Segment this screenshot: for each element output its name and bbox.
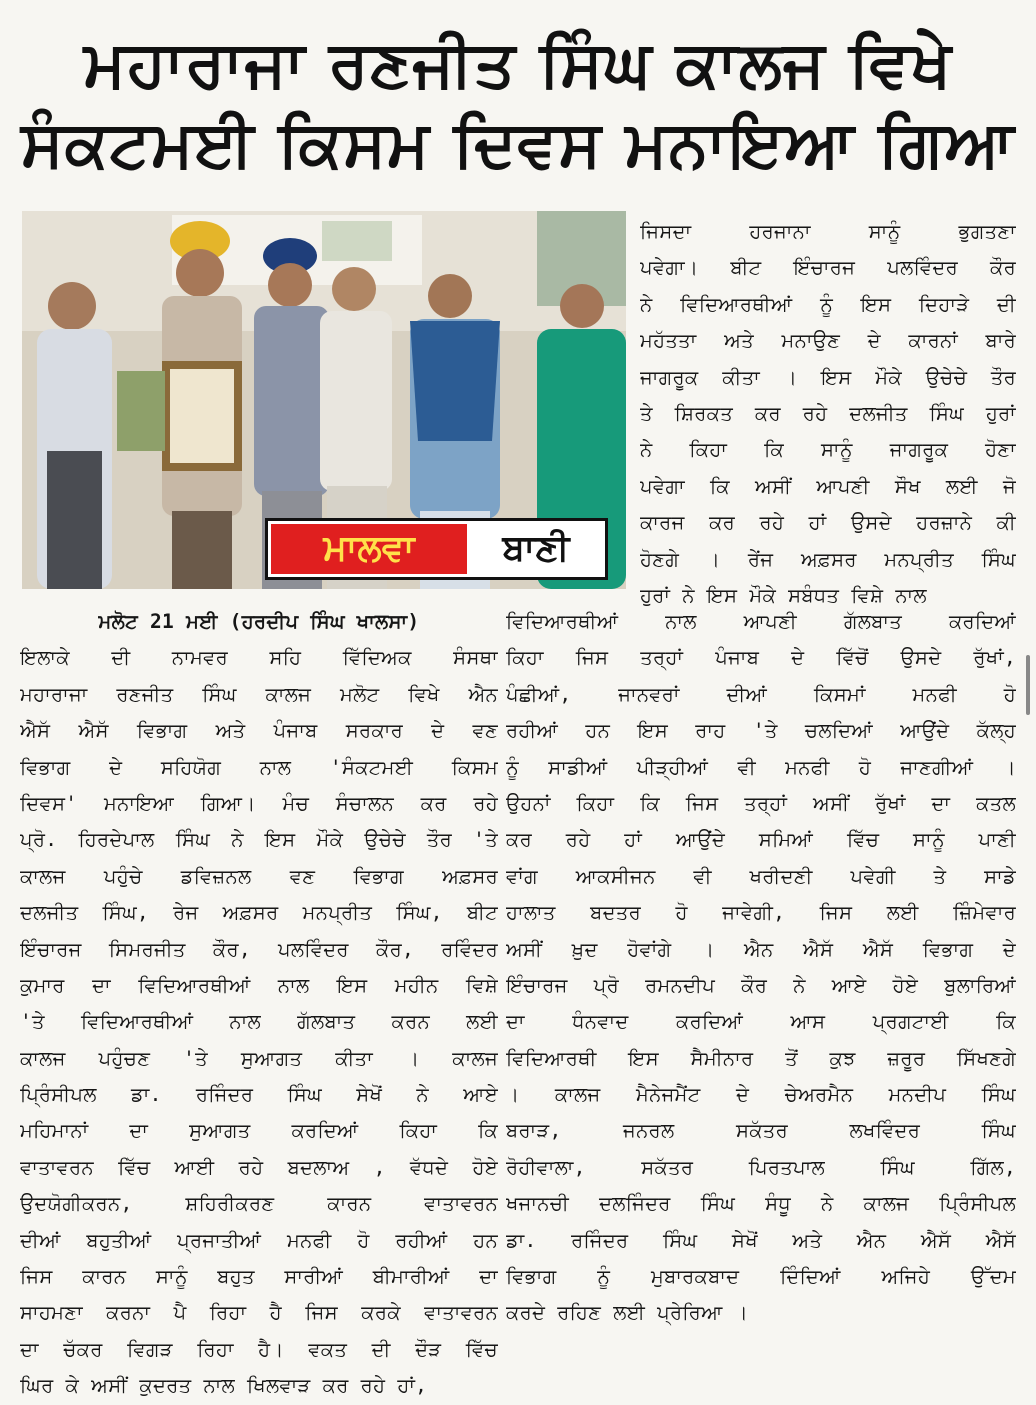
article-text-line: ਹੁਰਾਂ ਨੇ ਇਸ ਮੌਕੇ ਸਬੰਧਤ ਵਿਸ਼ੇ ਨਾਲ <box>640 583 927 607</box>
article-text-line: ਜਾਗਰੂਕ ਕੀਤਾ । ਇਸ ਮੌਕੇ ਉਚੇਚੇ ਤੌਰ <box>640 365 1016 389</box>
article-text-line: । ਕਾਲਜ ਮੈਨੇਜਮੈਂਟ ਦੇ ਚੇਅਰਮੈਨ ਮਨਦੀਪ ਸਿੰਘ <box>506 1083 1016 1107</box>
article-text-line: ਹੋਣਗੇ । ਰੇਂਜ ਅਫ਼ਸਰ ਮਨਪ੍ਰੀਤ ਸਿੰਘ <box>640 547 1016 571</box>
article-text-line: ਜਿਸਦਾ ਹਰਜਾਨਾ ਸਾਨੂੰ ਭੁਗਤਣਾ <box>640 220 1016 243</box>
headline-line-1: ਮਹਾਰਾਜਾ ਰਣਜੀਤ ਸਿੰਘ ਕਾਲਜ ਵਿਖੇ <box>83 28 953 102</box>
article-text-line: ਪੰਛੀਆਂ, ਜਾਨਵਰਾਂ ਦੀਆਂ ਕਿਸਮਾਂ ਮਨਫੀ ਹੋ <box>506 682 1016 706</box>
article-text-line: ਨੇ ਕਿਹਾ ਕਿ ਸਾਨੂੰ ਜਾਗਰੂਕ ਹੋਣਾ <box>640 438 1016 462</box>
article-text-line: ਦਿਵਸ' ਮਨਾਇਆ ਗਿਆ। ਮੰਚ ਸੰਚਾਲਨ ਕਰ ਰਹੇ <box>20 791 498 815</box>
article-text-line: ਹਾਲਾਤ ਬਦਤਰ ਹੋ ਜਾਵੇਗੀ, ਜਿਸ ਲਈ ਜ਼ਿੰਮੇਵਾਰ <box>506 901 1016 925</box>
article-text-line: ਕਰਦੇ ਰਹਿਣ ਲਈ ਪ੍ਰੇਰਿਆ । <box>506 1301 749 1325</box>
article-text-line: ਘਿਰ ਕੇ ਅਸੀਂ ਕੁਦਰਤ ਨਾਲ ਖਿਲਵਾੜ ਕਰ ਰਹੇ ਹਾਂ, <box>20 1374 428 1398</box>
article-text-line: ਇਲਾਕੇ ਦੀ ਨਾਮਵਰ ਸਹਿ ਵਿੱਦਿਅਕ ਸੰਸਥਾ <box>20 646 498 670</box>
article-text-line: ਤੇ ਸ਼ਿਰਕਤ ਕਰ ਰਹੇ ਦਲਜੀਤ ਸਿੰਘ ਹੁਰਾਂ <box>640 401 1016 425</box>
article-text-line: ਵਾਂਗ ਆਕਸੀਜਨ ਵੀ ਖਰੀਦਣੀ ਪਵੇਗੀ ਤੇ ਸਾਡੇ <box>506 864 1016 888</box>
article-text-line: ਪ੍ਰਿੰਸੀਪਲ ਡਾ. ਰਜਿੰਦਰ ਸਿੰਘ ਸੇਖੋਂ ਨੇ ਆਏ <box>20 1083 498 1107</box>
article-text-line: ਰੋਹੀਵਾਲਾ, ਸਕੱਤਰ ਪਿਰਤਪਾਲ ਸਿੰਘ ਗਿੱਲ, <box>506 1155 1016 1179</box>
article-text-line: ਵਿਭਾਗ ਨੂੰ ਮੁਬਾਰਕਬਾਦ ਦਿੰਦਿਆਂ ਅਜਿਹੇ ਉੱਦਮ <box>506 1265 1016 1289</box>
article-text-line: ਕਾਲਜ ਪਹੁੰਚਣ 'ਤੇ ਸੁਆਗਤ ਕੀਤਾ । ਕਾਲਜ <box>20 1046 498 1070</box>
article-text-line: ਕਾਰਜ ਕਰ ਰਹੇ ਹਾਂ ਉਸਦੇ ਹਰਜ਼ਾਨੇ ਕੀ <box>640 511 1016 535</box>
article-text-line: ਵਿਭਾਗ ਦੇ ਸਹਿਯੋਗ ਨਾਲ 'ਸੰਕਟਮਈ ਕਿਸਮ <box>20 755 498 779</box>
article-text-line: ਐਸੱ ਐਸੱ ਵਿਭਾਗ ਅਤੇ ਪੰਜਾਬ ਸਰਕਾਰ ਦੇ ਵਣ <box>20 719 498 743</box>
article-text-line: ਬਰਾੜ, ਜਨਰਲ ਸਕੱਤਰ ਲਖਵਿੰਦਰ ਸਿੰਘ <box>506 1119 1016 1143</box>
article-column-right-top <box>640 214 1016 614</box>
article-text-line: ਖਜਾਨਚੀ ਦਲਜਿੰਦਰ ਸਿੰਘ ਸੰਧੂ ਨੇ ਕਾਲਜ ਪ੍ਰਿੰਸੀਪਲ <box>506 1192 1016 1216</box>
article-text-line: ਜਿਸ ਕਾਰਨ ਸਾਨੂੰ ਬਹੁਤ ਸਾਰੀਆਂ ਬੀਮਾਰੀਆਂ ਦਾ <box>20 1265 498 1289</box>
scrollbar-thumb[interactable] <box>1026 655 1030 715</box>
article-text-line: ਉਹਨਾਂ ਕਿਹਾ ਕਿ ਜਿਸ ਤਰ੍ਹਾਂ ਅਸੀਂ ਰੁੱਖਾਂ ਦਾ ਕਤਲ <box>506 791 1016 815</box>
article-text-line: ਕਿਹਾ ਜਿਸ ਤਰ੍ਹਾਂ ਪੰਜਾਬ ਦੇ ਵਿੱਚੋਂ ਉਸਦੇ ਰੁੱਖਾਂ, <box>506 646 1016 670</box>
article-text-line: ਦਾ ਧੰਨਵਾਦ ਕਰਦਿਆਂ ਆਸ ਪ੍ਰਗਟਾਈ ਕਿ <box>506 1010 1016 1034</box>
article-text-line: ਵਿਦਿਆਰਥੀਆਂ ਨਾਲ ਆਪਣੀ ਗੱਲਬਾਤ ਕਰਦਿਆਂ <box>506 610 1016 633</box>
article-text-line: ਇੰਚਾਰਜ ਪ੍ਰੋ ਰਮਨਦੀਪ ਕੌਰ ਨੇ ਆਏ ਹੋਏ ਬੁਲਾਰਿਆਂ <box>506 973 1016 997</box>
article-text-line: ਵਿਦਿਆਰਥੀ ਇਸ ਸੈਮੀਨਾਰ ਤੋਂ ਕੁਝ ਜ਼ਰੂਰ ਸਿੱਖਣਗੇ <box>506 1046 1016 1070</box>
article-text-line: ਪਵੇਗਾ ਕਿ ਅਸੀਂ ਆਪਣੀ ਸੌਖ ਲਈ ਜੋ <box>640 474 1016 498</box>
article-text-line: ਨੂੰ ਸਾਡੀਆਂ ਪੀੜ੍ਹੀਆਂ ਵੀ ਮਨਫੀ ਹੋ ਜਾਣਗੀਆਂ । <box>506 755 1016 779</box>
newspaper-brand-logo <box>265 518 608 580</box>
article-text-line: ਪਵੇਗਾ। ਬੀਟ ਇੰਚਾਰਜ ਪਲਵਿੰਦਰ ਕੌਰ <box>640 256 1016 280</box>
article-text-line: ਡਾ. ਰਜਿੰਦਰ ਸਿੰਘ ਸੇਖੋਂ ਅਤੇ ਐਨ ਐਸੱ ਐਸੱ <box>506 1228 1016 1252</box>
article-text-line: ਪ੍ਰੋ. ਹਿਰਦੇਪਾਲ ਸਿੰਘ ਨੇ ਇਸ ਮੌਕੇ ਉਚੇਚੇ ਤੌਰ 'ਤੇ <box>20 828 498 852</box>
article-text-line: ਇੰਚਾਰਜ ਸਿਮਰਜੀਤ ਕੌਰ, ਪਲਵਿੰਦਰ ਕੌਰ, ਰਵਿੰਦਰ <box>20 937 498 961</box>
article-column-left <box>20 604 498 1405</box>
article-text-line: ਉਦਯੋਗੀਕਰਨ, ਸ਼ਹਿਰੀਕਰਣ ਕਾਰਨ ਵਾਤਾਵਰਨ <box>20 1192 498 1216</box>
article-column-right-bottom <box>506 604 1016 1332</box>
article-text-line: ਕਾਲਜ ਪਹੁੰਚੇ ਡਵਿਜ਼ਨਲ ਵਣ ਵਿਭਾਗ ਅਫ਼ਸਰ <box>20 864 498 888</box>
article-text-line: ਮਹਾਰਾਜਾ ਰਣਜੀਤ ਸਿੰਘ ਕਾਲਜ ਮਲੋਟ ਵਿਖੇ ਐਨ <box>20 682 498 706</box>
headline-line-2: ਸੰਕਟਮਈ ਕਿਸਮ ਦਿਵਸ ਮਨਾਇਆ ਗਿਆ <box>20 108 1016 182</box>
article-text-line: ਅਸੀਂ ਖ਼ੁਦ ਹੋਵਾਂਗੇ । ਐਨ ਐਸੱ ਐਸੱ ਵਿਭਾਗ ਦੇ <box>506 937 1016 961</box>
article-text-line: ਦਾ ਚੱਕਰ ਵਿਗੜ ਰਿਹਾ ਹੈ। ਵਕਤ ਦੀ ਦੌੜ ਵਿੱਚ <box>20 1337 498 1361</box>
article-text-line: 'ਤੇ ਵਿਦਿਆਰਥੀਆਂ ਨਾਲ ਗੱਲਬਾਤ ਕਰਨ ਲਈ <box>20 1010 498 1034</box>
article-dateline: ਮਲੋਟ 21 ਮਈ (ਹਰਦੀਪ ਸਿੰਘ ਖਾਲਸਾ) <box>98 610 420 633</box>
article-text-line: ਕੁਮਾਰ ਦਾ ਵਿਦਿਆਰਥੀਆਂ ਨਾਲ ਇਸ ਮਹੀਨ ਵਿਸ਼ੇ <box>20 973 498 997</box>
brand-part-1: ਮਾਲਵਾ <box>271 524 467 574</box>
article-text-line: ਦੀਆਂ ਬਹੁਤੀਆਂ ਪ੍ਰਜਾਤੀਆਂ ਮਨਫੀ ਹੋ ਰਹੀਆਂ ਹਨ <box>20 1228 498 1252</box>
brand-part-2: ਬਾਣੀ <box>502 528 570 569</box>
article-text-line: ਮਹੱਤਤਾ ਅਤੇ ਮਨਾਉਣ ਦੇ ਕਾਰਨਾਂ ਬਾਰੇ <box>640 329 1016 353</box>
article-text-line: ਦਲਜੀਤ ਸਿੰਘ, ਰੇਜ ਅਫ਼ਸਰ ਮਨਪ੍ਰੀਤ ਸਿੰਘ, ਬੀਟ <box>20 901 498 925</box>
article-text-line: ਰਹੀਆਂ ਹਨ ਇਸ ਰਾਹ 'ਤੇ ਚਲਦਿਆਂ ਆਉਂਦੇ ਕੱਲ੍ਹ <box>506 719 1016 743</box>
article-text-line: ਨੇ ਵਿਦਿਆਰਥੀਆਂ ਨੂੰ ਇਸ ਦਿਹਾੜੇ ਦੀ <box>640 292 1016 316</box>
article-text-line: ਕਰ ਰਹੇ ਹਾਂ ਆਉਂਦੇ ਸਮਿਆਂ ਵਿੱਚ ਸਾਨੂੰ ਪਾਣੀ <box>506 828 1016 852</box>
article-text-line: ਮਹਿਮਾਨਾਂ ਦਾ ਸੁਆਗਤ ਕਰਦਿਆਂ ਕਿਹਾ ਕਿ <box>20 1119 498 1143</box>
article-text-line: ਸਾਹਮਣਾ ਕਰਨਾ ਪੈ ਰਿਹਾ ਹੈ ਜਿਸ ਕਰਕੇ ਵਾਤਾਵਰਨ <box>20 1301 498 1325</box>
article-text-line: ਵਾਤਾਵਰਨ ਵਿੱਚ ਆਈ ਰਹੇ ਬਦਲਾਅ , ਵੱਧਦੇ ਹੋਏ <box>20 1155 498 1179</box>
